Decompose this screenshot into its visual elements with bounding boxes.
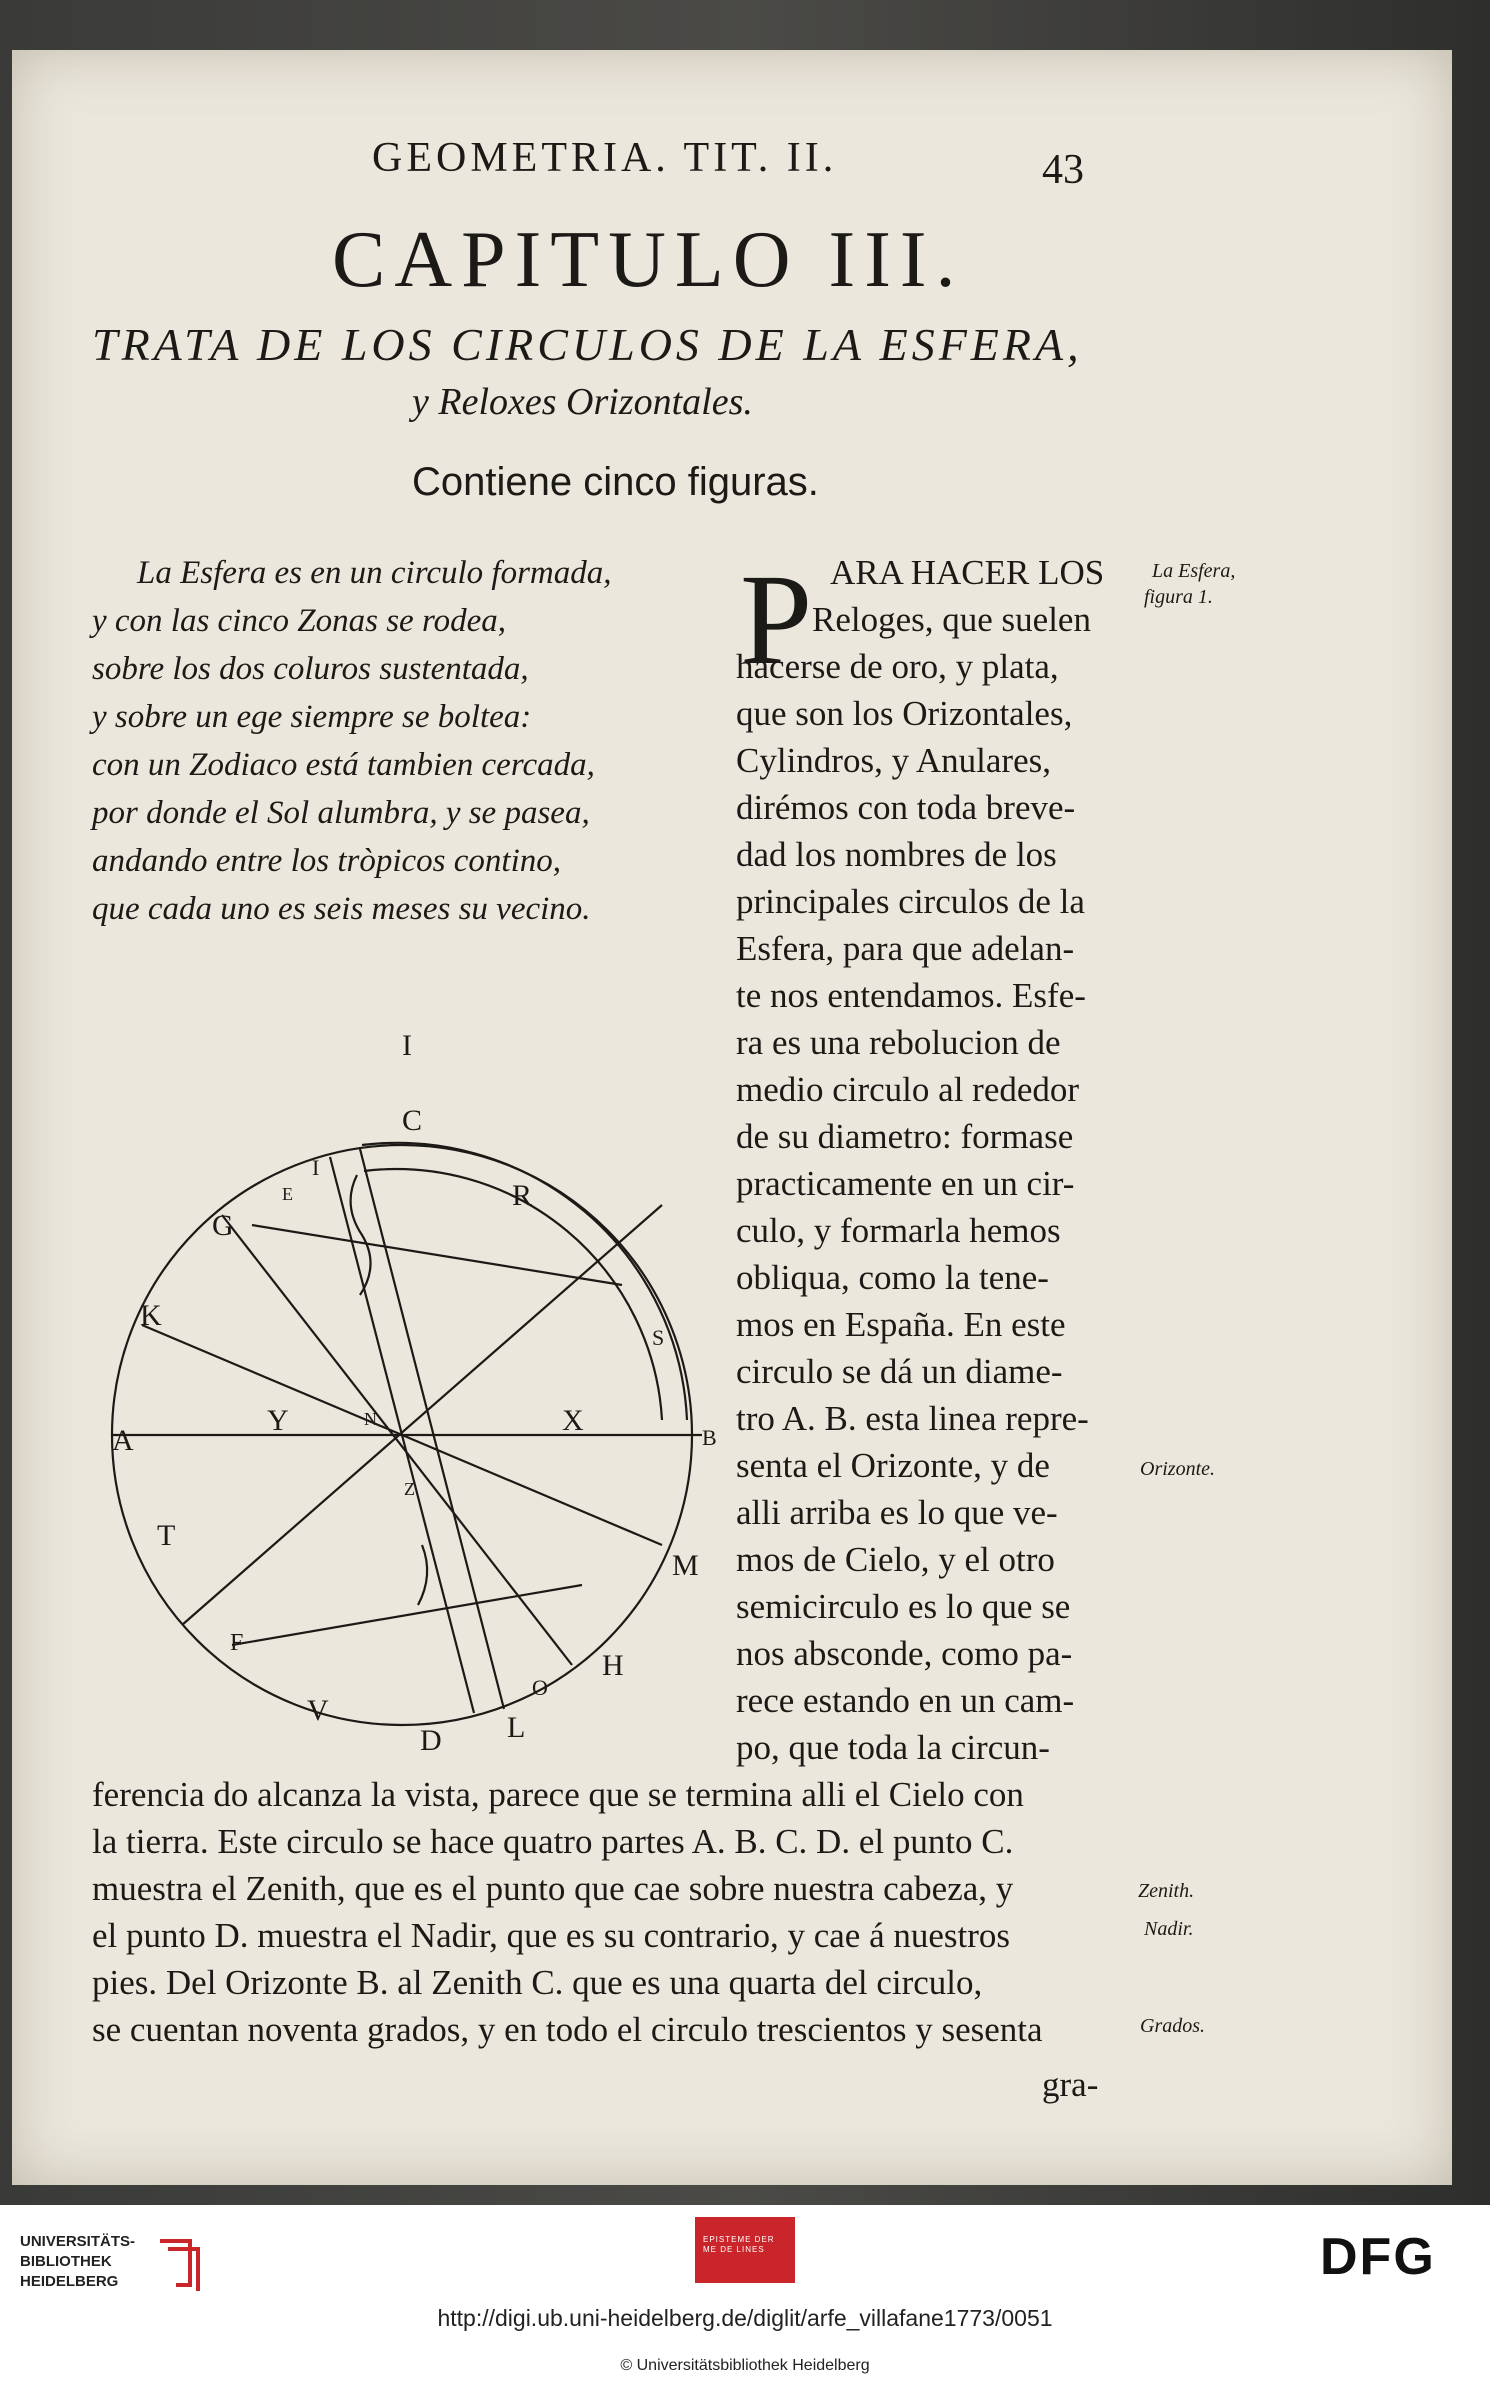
catchword: gra- bbox=[1042, 2065, 1099, 2104]
verse-line: por donde el Sol alumbra, y se pasea, bbox=[92, 795, 590, 831]
running-head: GEOMETRIA. TIT. II. bbox=[372, 135, 838, 181]
body-line: Esfera, para que adelan- bbox=[736, 929, 1075, 968]
diagram-label: E bbox=[282, 1184, 293, 1204]
body-line: po, que toda la circun- bbox=[736, 1728, 1050, 1767]
body-line: el punto D. muestra el Nadir, que es su contrario, y cae á nuestros bbox=[92, 1916, 1011, 1955]
verse-line: que cada uno es seis meses su vecino. bbox=[92, 891, 591, 927]
diagram-label: L bbox=[507, 1711, 526, 1744]
diagram-label: X bbox=[562, 1404, 584, 1437]
circle-line bbox=[232, 1585, 582, 1645]
body-line: de su diametro: formase bbox=[736, 1117, 1074, 1156]
verse-line: La Esfera es en un circulo formada, bbox=[137, 555, 612, 591]
margin-note: Grados. bbox=[1140, 2015, 1206, 2037]
diagram-label: F bbox=[230, 1630, 244, 1656]
margin-note: Zenith. bbox=[1138, 1880, 1195, 1902]
diagram-label: H bbox=[602, 1649, 624, 1682]
diagram-label: I bbox=[312, 1155, 320, 1180]
body-line: tro A. B. esta linea repre- bbox=[736, 1399, 1089, 1438]
body-line: principales circulos de la bbox=[736, 882, 1085, 921]
body-line: senta el Orizonte, y de bbox=[736, 1446, 1050, 1485]
diagram-label: V bbox=[307, 1694, 329, 1727]
body-line: hacerse de oro, y plata, bbox=[736, 647, 1059, 686]
chapter-title: CAPITULO III. bbox=[332, 216, 965, 304]
chapter-subtitle-line-2: y Reloxes Orizontales. bbox=[412, 381, 753, 423]
copyright-notice: © Universitätsbibliothek Heidelberg bbox=[620, 2357, 870, 2374]
diagram-label: D bbox=[420, 1724, 442, 1757]
diagram-label: C bbox=[402, 1104, 423, 1137]
verse-line: y sobre un ege siempre se boltea: bbox=[92, 699, 532, 735]
body-line: Cylindros, y Anulares, bbox=[736, 741, 1051, 780]
zodiac-glyph bbox=[418, 1545, 427, 1605]
armillary-sphere-diagram bbox=[102, 1025, 782, 1765]
diagram-label: R bbox=[512, 1179, 533, 1212]
page-number: 43 bbox=[1042, 147, 1084, 193]
book-page bbox=[12, 50, 1452, 2185]
axis-band-right bbox=[360, 1149, 504, 1709]
body-line: circulo se dá un diame- bbox=[736, 1352, 1063, 1391]
margin-note: La Esfera, bbox=[1152, 560, 1236, 582]
tropic-line bbox=[222, 1215, 572, 1665]
body-line: dirémos con toda breve- bbox=[736, 788, 1076, 827]
margin-note: Orizonte. bbox=[1140, 1458, 1215, 1480]
dfg-logo: DFG bbox=[1320, 2228, 1436, 2286]
body-line: ra es una rebolucion de bbox=[736, 1023, 1061, 1062]
body-line: rece estando en un cam- bbox=[736, 1681, 1075, 1720]
diagram-label: N bbox=[364, 1409, 377, 1429]
circle-line bbox=[252, 1225, 622, 1285]
body-line: dad los nombres de los bbox=[736, 835, 1057, 874]
verse-line: sobre los dos coluros sustentada, bbox=[92, 651, 529, 687]
body-line: que son los Orizontales, bbox=[736, 694, 1073, 733]
body-line: mos en España. En este bbox=[736, 1305, 1066, 1344]
episteme-badge[interactable]: EPISTEME DER ME DE LINES bbox=[695, 2217, 795, 2283]
library-footer bbox=[0, 2205, 1490, 2387]
diagram-label: K bbox=[140, 1299, 162, 1332]
margin-note: figura 1. bbox=[1144, 586, 1213, 608]
diagram-label: A bbox=[112, 1424, 134, 1457]
diagram-label: B bbox=[702, 1425, 717, 1450]
diagram-label: M bbox=[672, 1549, 699, 1582]
body-line: semicirculo es lo que se bbox=[736, 1587, 1071, 1626]
body-line: te nos entendamos. Esfe- bbox=[736, 976, 1086, 1015]
library-name: UNIVERSITÄTS- BIBLIOTHEK HEIDELBERG bbox=[20, 2233, 136, 2290]
body-line: se cuentan noventa grados, y en todo el circulo trescientos y sesenta bbox=[92, 2010, 1043, 2049]
body-line: ARA HACER LOS bbox=[830, 553, 1105, 592]
diagram-label: Y bbox=[267, 1404, 289, 1437]
verse-line: andando entre los tròpicos contino, bbox=[92, 843, 561, 879]
margin-note: Nadir. bbox=[1144, 1918, 1194, 1940]
ecliptic-line bbox=[182, 1205, 665, 1625]
body-line: practicamente en un cir- bbox=[736, 1164, 1075, 1203]
contents-line: Contiene cinco figuras. bbox=[412, 460, 819, 504]
body-line: pies. Del Orizonte B. al Zenith C. que es una quarta del circulo, bbox=[92, 1963, 983, 2002]
drop-cap: P bbox=[740, 548, 813, 692]
library-logo-icon bbox=[150, 2233, 210, 2293]
chapter-subtitle-line-1: TRATA DE LOS CIRCULOS DE LA ESFERA, bbox=[92, 319, 1083, 370]
diagram-label: I bbox=[402, 1029, 412, 1062]
diagram-label: O bbox=[532, 1675, 548, 1700]
body-line: medio circulo al rededor bbox=[736, 1070, 1080, 1109]
body-line: mos de Cielo, y el otro bbox=[736, 1540, 1055, 1579]
diagram-label: G bbox=[212, 1209, 234, 1242]
diagram-label: Z bbox=[404, 1479, 415, 1499]
body-line: muestra el Zenith, que es el punto que cae sobre nuestra cabeza, y bbox=[92, 1869, 1014, 1908]
verse-line: y con las cinco Zonas se rodea, bbox=[92, 603, 506, 639]
body-line: obliqua, como la tene- bbox=[736, 1258, 1049, 1297]
diagram-label: T bbox=[157, 1519, 176, 1552]
diagram-label: S bbox=[652, 1325, 665, 1350]
body-line: ferencia do alcanza la vista, parece que se termina alli el Cielo con bbox=[92, 1775, 1024, 1814]
verse-line: con un Zodiaco está tambien cercada, bbox=[92, 747, 595, 783]
body-line: Reloges, que suelen bbox=[812, 600, 1091, 639]
body-line: nos absconde, como pa- bbox=[736, 1634, 1073, 1673]
body-line: la tierra. Este circulo se hace quatro partes A. B. C. D. el punto C. bbox=[92, 1822, 1014, 1861]
body-line: culo, y formarla hemos bbox=[736, 1211, 1061, 1250]
body-line: alli arriba es lo que ve- bbox=[736, 1493, 1058, 1532]
source-url-link[interactable]: http://digi.ub.uni-heidelberg.de/diglit/arfe_villafane1773/0051 bbox=[437, 2305, 1053, 2331]
